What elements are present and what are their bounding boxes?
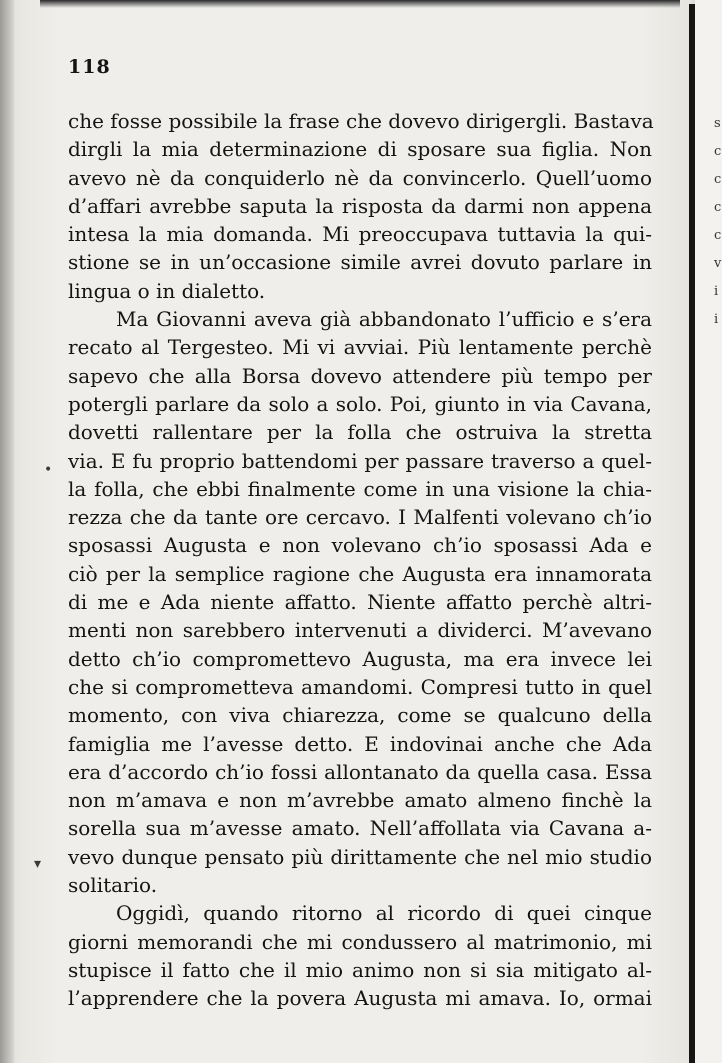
next-page-char: c (714, 144, 722, 159)
text-line: non m’amava e non m’avrebbe amato almeno finchè la (68, 788, 652, 813)
binding-shadow (0, 0, 14, 1063)
text-line: momento, con viva chiarezza, come se qualcuno della (68, 703, 652, 728)
next-page-char: s (714, 116, 721, 131)
margin-dot-mark: • (44, 462, 53, 478)
text-line: dirgli la mia determinazione di sposare sua figlia. Non (68, 137, 652, 162)
text-line: lingua o in dialetto. (68, 278, 266, 303)
scan-top-edge (40, 0, 680, 8)
text-line: d’affari avrebbe saputa la risposta da darmi non appena (68, 193, 652, 218)
text-line: che fosse possibile la frase che dovevo dirigergli. Bastava (68, 109, 654, 133)
text-line: giorni memorandi che mi condussero al matrimonio, mi (68, 929, 652, 954)
text-line: era d’accordo ch’io fossi allontanato da quella casa. Essa (68, 759, 652, 784)
page-number: 118 (68, 56, 111, 78)
text-line: l’apprendere che la povera Augusta mi amava. Io, ormai (68, 986, 652, 1011)
next-page-char: i (714, 312, 719, 327)
text-line: famiglia me l’avesse detto. E indovinai anche che Ada (68, 731, 652, 756)
text-line: sorella sua m’avesse amato. Nell’affollata via Cavana a- (68, 816, 652, 841)
text-line: ciò per la semplice ragione che Augusta era innamorata (68, 561, 652, 586)
text-line: solitario. (68, 873, 158, 898)
margin-dot-mark: ▾ (34, 856, 42, 872)
next-page-edge (695, 0, 722, 1063)
text-line: detto ch’io compromettevo Augusta, ma era invece lei (68, 646, 652, 671)
text-line: menti non sarebbero intervenuti a dividerci. M’avevano (68, 618, 652, 643)
body-text (68, 107, 652, 1013)
text-line: di me e Ada niente affatto. Niente affatto perchè altri- (68, 590, 652, 615)
next-page-char: c (714, 172, 722, 187)
text-line: dovetti rallentare per la folla che ostruiva la stretta (68, 420, 652, 445)
text-line: Oggidì, quando ritorno al ricordo di quei cinque (116, 901, 652, 926)
text-line: via. E fu proprio battendomi per passare traverso a quel- (68, 448, 652, 473)
text-line: potergli parlare da solo a solo. Poi, giunto in via Cavana, (68, 391, 652, 416)
next-page-char: i (714, 284, 719, 299)
text-line: avevo nè da conquiderlo nè da convincerlo. Quell’uomo (68, 165, 652, 190)
text-line: recato al Tergesteo. Mi vi avviai. Più lentamente perchè (68, 335, 652, 360)
next-page-char: v (714, 256, 722, 271)
text-line: stupisce il fatto che il mio animo non si sia mitigato al- (68, 957, 652, 982)
text-line: stione se in un’occasione simile avrei dovuto parlare in (68, 250, 652, 275)
text-line: intesa la mia domanda. Mi preoccupava tuttavia la qui- (68, 222, 652, 247)
next-page-char: c (714, 228, 722, 243)
text-line: sapevo che alla Borsa dovevo attendere più tempo per (68, 363, 652, 388)
text-line: sposassi Augusta e non volevano ch’io sposassi Ada e (68, 533, 652, 558)
text-line: che si comprometteva amandomi. Compresi tutto in quel (68, 674, 652, 699)
text-line: la folla, che ebbi finalmente come in una visione la chia- (68, 476, 652, 501)
text-line: vevo dunque pensato più dirittamente che nel mio studio (68, 844, 652, 869)
text-line: rezza che da tante ore cercavo. I Malfenti volevano ch’io (68, 505, 652, 530)
text-line: Ma Giovanni aveva già abbandonato l’ufficio e s’era (116, 307, 652, 332)
next-page-char: c (714, 200, 722, 215)
